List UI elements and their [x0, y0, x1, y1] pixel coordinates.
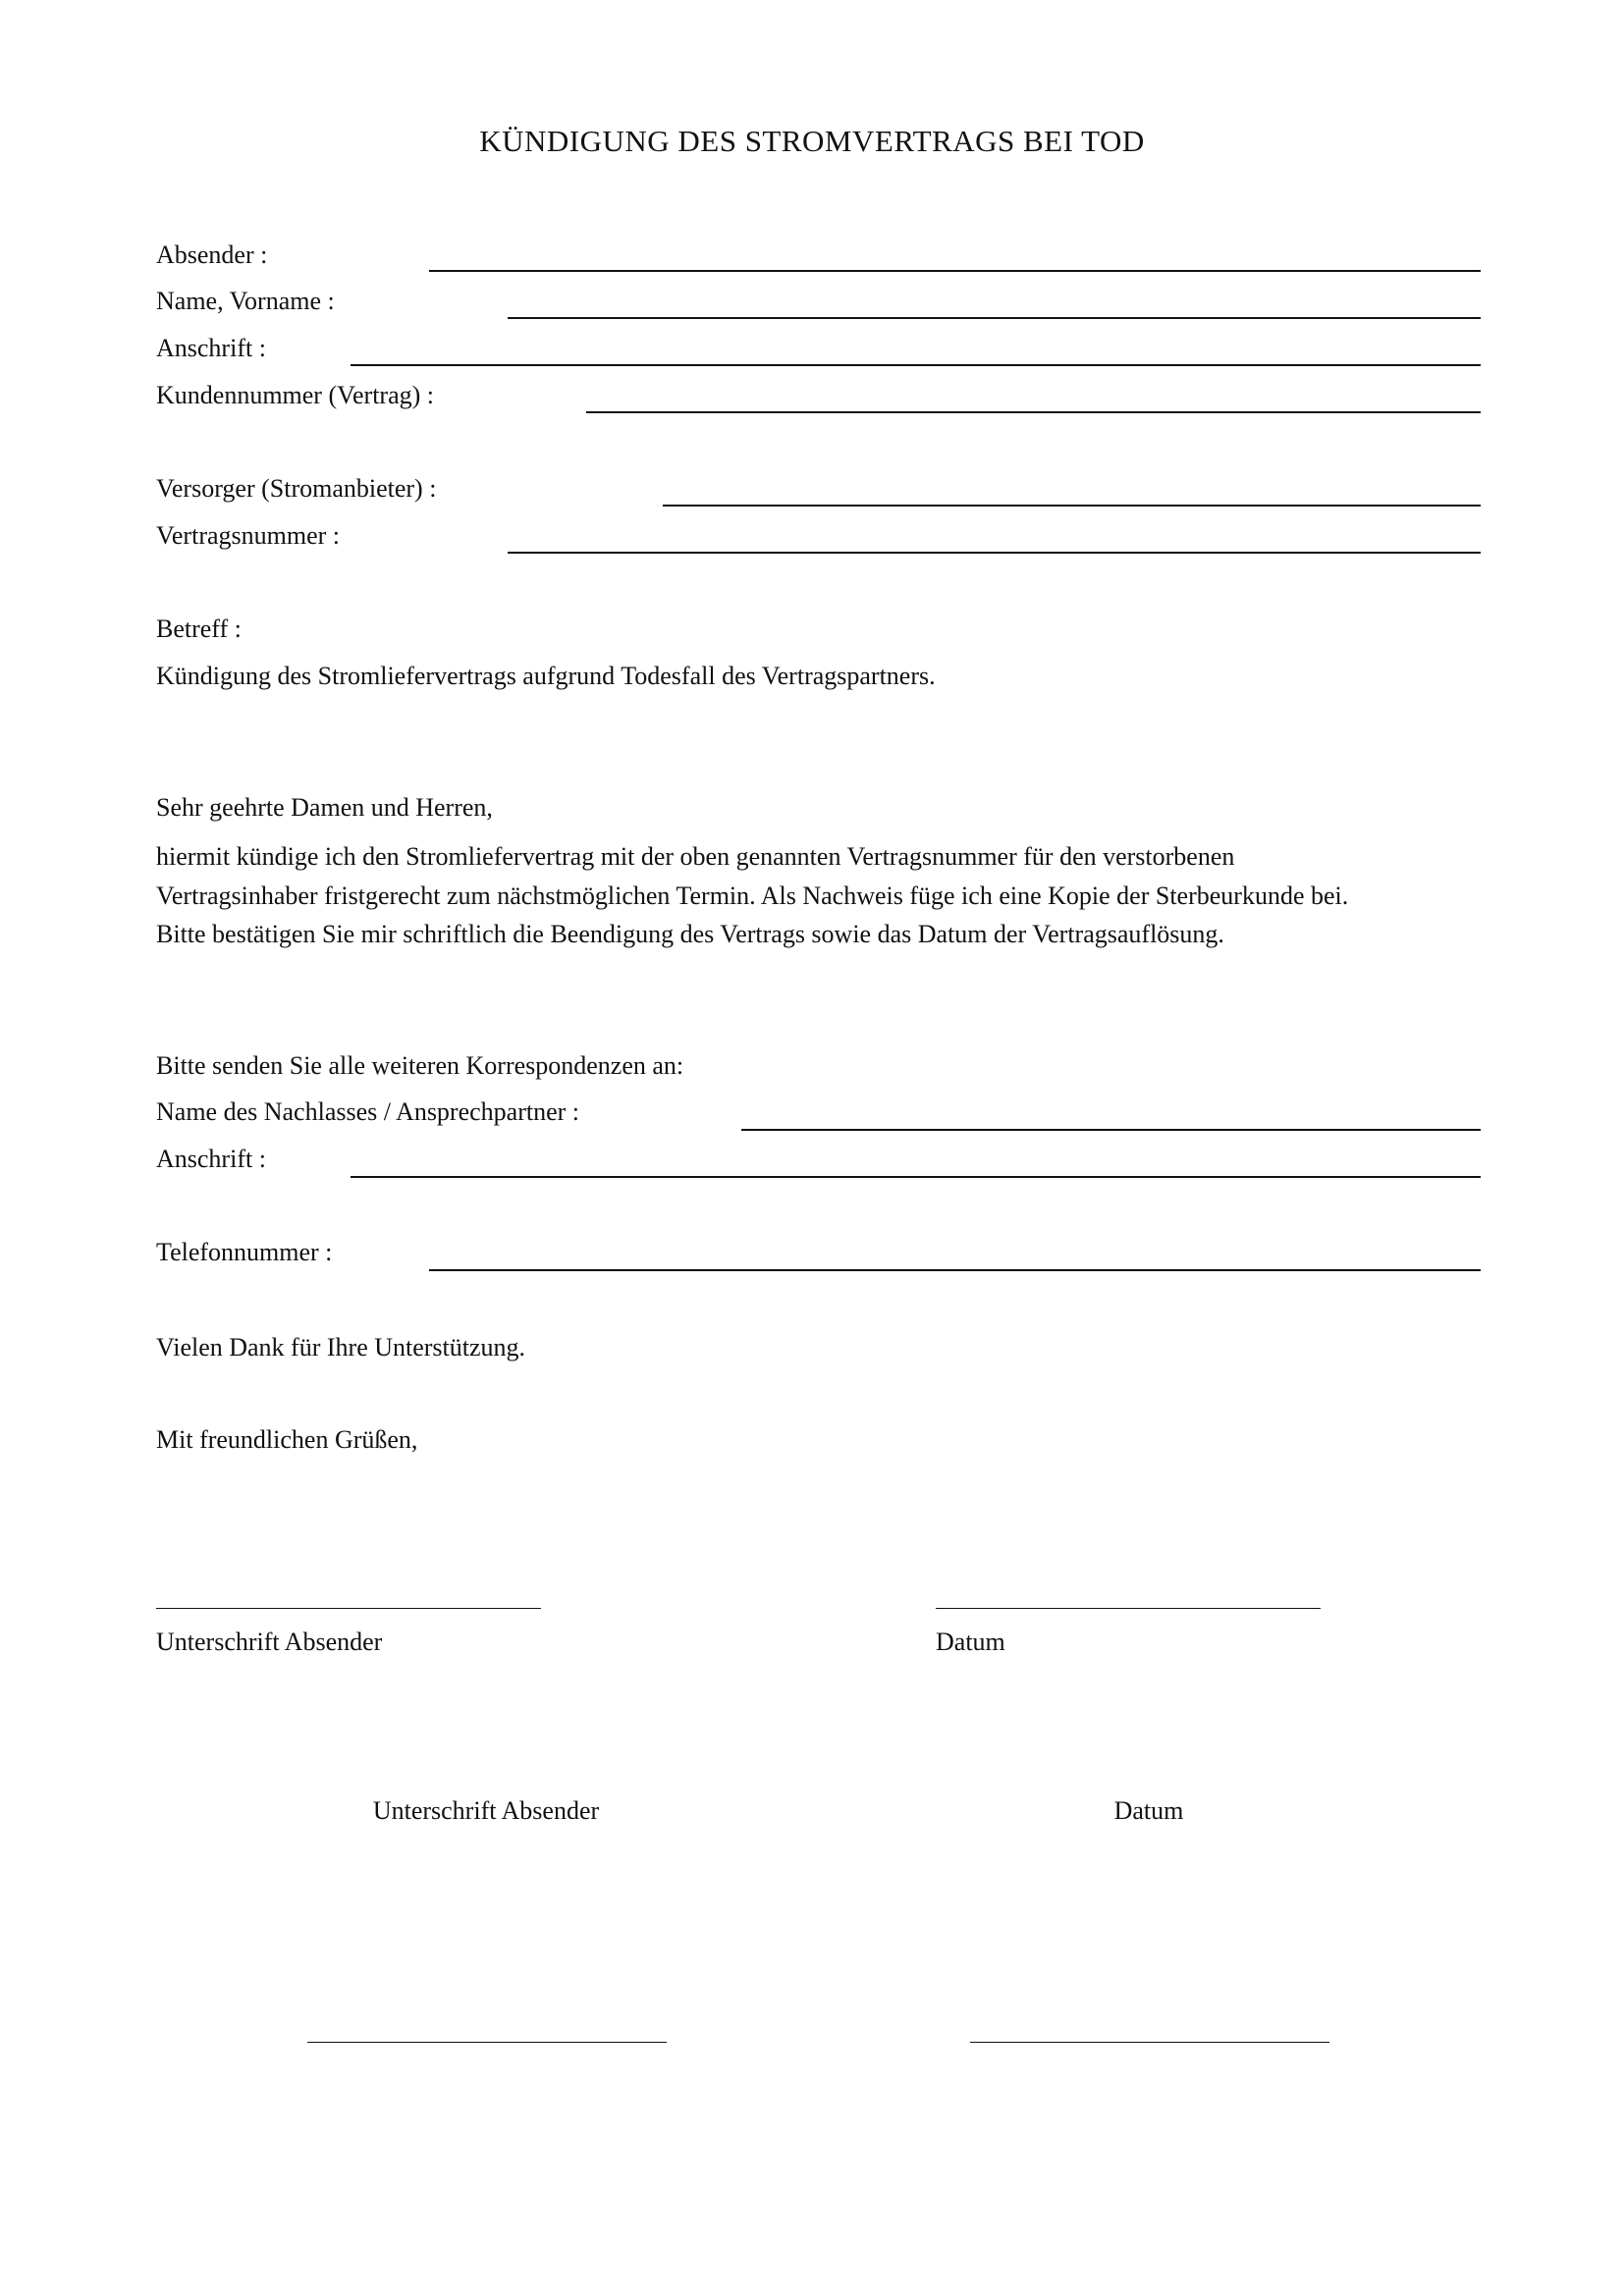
betreff-label: Betreff : — [156, 614, 242, 643]
thanks-text: Vielen Dank für Ihre Unterstützung. — [156, 1333, 526, 1362]
nachlass-field[interactable] — [741, 1129, 1481, 1131]
letter-body-line: Bitte bestätigen Sie mir schriftlich die Beendigung des Vertrags sowie das Datum der Vertragsauflösung. — [156, 920, 1224, 948]
versorger-label: Versorger (Stromanbieter) : — [156, 474, 437, 503]
absender-label: Absender : — [156, 240, 268, 269]
signature-label-date: Datum — [936, 1628, 1005, 1656]
anschrift-field[interactable] — [351, 364, 1481, 366]
regards-text: Mit freundlichen Grüßen, — [156, 1425, 418, 1454]
name-vorname-field[interactable] — [508, 317, 1481, 319]
salutation: Sehr geehrte Damen und Herren, — [156, 793, 493, 822]
name-vorname-label: Name, Vorname : — [156, 287, 335, 315]
betreff-text: Kündigung des Stromliefervertrags aufgrund Todesfall des Vertragspartners. — [156, 662, 936, 690]
absender-field[interactable] — [429, 270, 1481, 272]
second-signature-label-date: Datum — [1113, 1796, 1184, 1825]
anschrift-label: Anschrift : — [156, 334, 266, 362]
kundennummer-field[interactable] — [586, 411, 1481, 413]
nachlass-label: Name des Nachlasses / Ansprechpartner : — [156, 1097, 580, 1126]
second-signature-line-sender[interactable] — [307, 2042, 667, 2043]
kundennummer-label: Kundennummer (Vertrag) : — [156, 381, 435, 409]
second-signature-label-sender: Unterschrift Absender — [372, 1796, 600, 1825]
letter-body-line: hiermit kündige ich den Stromliefervertrag mit der oben genannten Vertragsnummer für den verstorbenen — [156, 842, 1235, 871]
correspondence-intro: Bitte senden Sie alle weiteren Korrespondenzen an: — [156, 1051, 684, 1080]
document-title: KÜNDIGUNG DES STROMVERTRAGS BEI TOD — [479, 124, 1145, 158]
letter-body-line: Vertragsinhaber fristgerecht zum nächstmöglichen Termin. Als Nachweis füge ich eine Kopie der Sterbeurkunde bei. — [156, 881, 1349, 910]
second-signature-line-date[interactable] — [970, 2042, 1329, 2043]
telefon-field[interactable] — [429, 1269, 1481, 1271]
vertragsnummer-field[interactable] — [508, 552, 1481, 554]
correspondence-anschrift-field[interactable] — [351, 1176, 1481, 1178]
signature-label-sender: Unterschrift Absender — [156, 1628, 383, 1656]
correspondence-anschrift-label: Anschrift : — [156, 1145, 266, 1173]
versorger-field[interactable] — [663, 505, 1481, 507]
vertragsnummer-label: Vertragsnummer : — [156, 521, 341, 550]
letter-body — [156, 837, 1531, 954]
telefon-label: Telefonnummer : — [156, 1238, 333, 1266]
signature-line-date[interactable] — [936, 1608, 1321, 1609]
signature-line-sender[interactable] — [156, 1608, 541, 1609]
